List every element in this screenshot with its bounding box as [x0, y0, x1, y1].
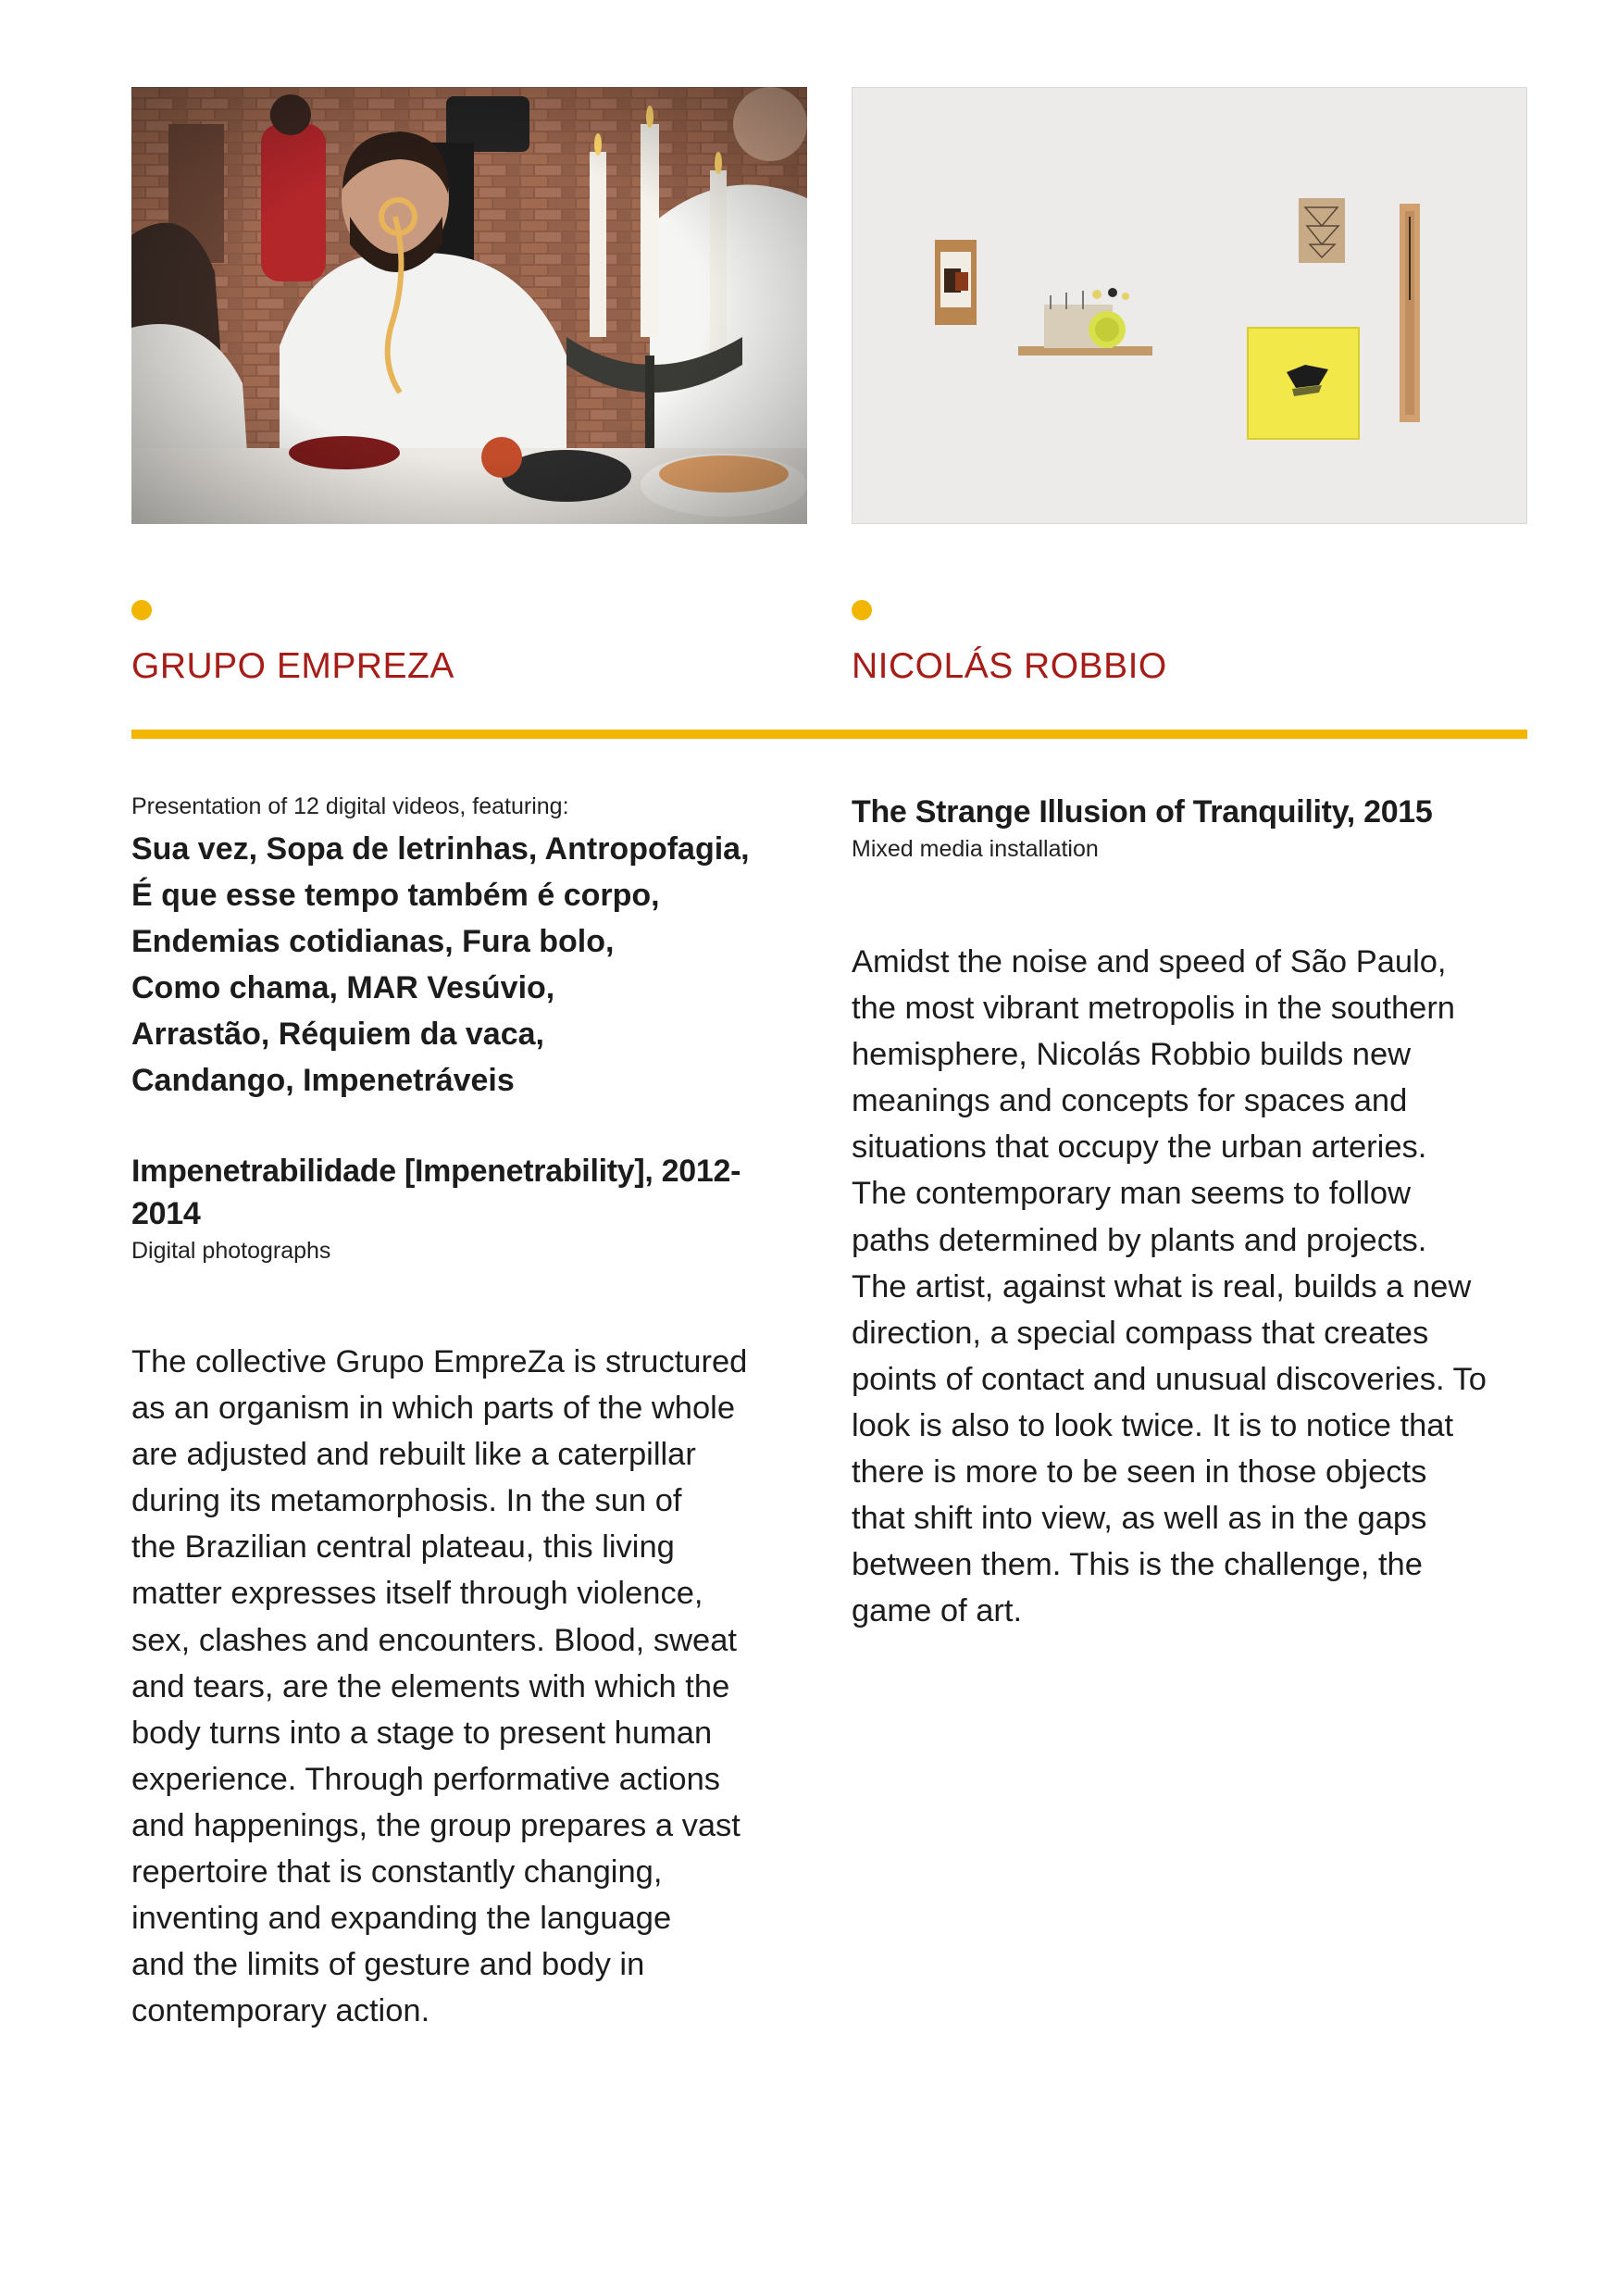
works-list	[131, 826, 807, 1104]
works-line: Como chama, MAR Vesúvio,	[131, 970, 555, 1005]
work-title-right: The Strange Illusion of Tranquility, 2015	[852, 794, 1433, 830]
body-text-right: Amidst the noise and speed of São Paulo, the most vibrant metropolis in the southern hemisphere, Nicolás Robbio builds new meanings and concepts for spaces and situations that occupy the urban arteries. The contemporary man seems to follow paths determined by plants and projects. The artist, against what is real, builds a new direction, a special compass that creates points of contact and unusual discoveries. To look is also to look twice. It is to notice that there is more to be seen in those objects that shift into view, as well as in the gaps between them. This is the challenge, the game of art.	[852, 944, 1487, 1629]
work-medium-left: Digital photographs	[131, 1238, 331, 1264]
artist-name-left: GRUPO EMPREZA	[131, 646, 454, 686]
left-column	[131, 791, 807, 2034]
bullet-dot	[131, 600, 152, 620]
artist-name-right: NICOLÁS ROBBIO	[852, 646, 1167, 686]
performance-photo	[131, 87, 807, 524]
works-intro: Presentation of 12 digital videos, featuring:	[131, 793, 569, 819]
right-column	[852, 791, 1527, 1634]
works-line: Arrastão, Réquiem da vaca,	[131, 1017, 544, 1052]
works-line: Candango, Impenetráveis	[131, 1063, 515, 1098]
work-title-left: Impenetrabilidade [Impenetrability], 2012-2014	[131, 1154, 741, 1231]
works-line: Sua vez, Sopa de letrinhas, Antropofagia,	[131, 831, 750, 867]
body-text-left: The collective Grupo EmpreZa is structured as an organism in which parts of the whole are adjusted and rebuilt like a caterpillar during its metamorphosis. In the sun of the Brazilian central plateau, this living matter expresses itself through violence, sex, clashes and encounters. Blood, sweat and tears, are the elements with which the body turns into a stage to present human experience. Through performative actions and happenings, the group prepares a vast repertoire that is constantly changing, inventing and expanding the language and the limits of gesture and body in contemporary action.	[131, 1344, 748, 2029]
divider-rule	[131, 730, 1527, 739]
bullet-dot	[852, 600, 872, 620]
installation-photo	[852, 87, 1527, 524]
works-line: Endemias cotidianas, Fura bolo,	[131, 924, 615, 959]
work-medium-right: Mixed media installation	[852, 836, 1099, 862]
works-line: É que esse tempo também é corpo,	[131, 878, 660, 913]
